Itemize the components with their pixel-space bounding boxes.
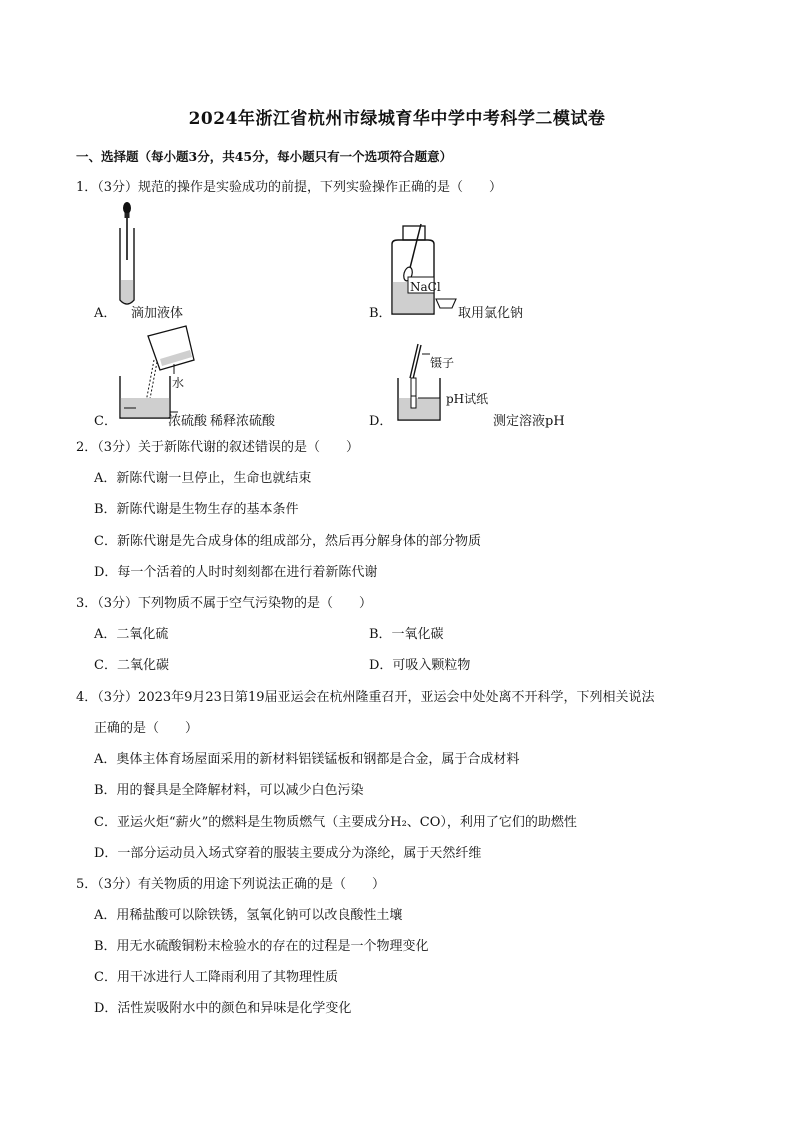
q1-option-c-caption: 稀释浓硫酸 bbox=[210, 414, 276, 429]
ph-test-illustration bbox=[396, 340, 466, 424]
q1-option-b-caption: 取用氯化钠 bbox=[458, 306, 524, 321]
q1-option-b: B． bbox=[369, 306, 392, 321]
q1-option-a: A． bbox=[94, 306, 117, 321]
q1-option-a-caption: 滴加液体 bbox=[131, 306, 184, 321]
acid-label: 浓硫酸 bbox=[168, 414, 208, 429]
question-5-stem: 5．（3分）有关物质的用途下列说法正确的是（ ） bbox=[76, 877, 386, 892]
tweezers-label: 镊子 bbox=[430, 356, 455, 370]
dilution-illustration bbox=[116, 326, 216, 422]
q5-option-d: D．活性炭吸附水中的颜色和异味是化学变化 bbox=[94, 1001, 352, 1016]
q4-option-b: B．用的餐具是全降解材料，可以减少白色污染 bbox=[94, 783, 364, 798]
q3-option-a: A．二氧化硫 bbox=[94, 627, 169, 642]
q3-option-d: D．可吸入颗粒物 bbox=[369, 658, 471, 673]
q1-option-d-caption: 测定溶液pH bbox=[493, 414, 565, 429]
water-label: 水 bbox=[172, 376, 185, 390]
q2-option-c: C．新陈代谢是先合成身体的组成部分，然后再分解身体的部分物质 bbox=[94, 534, 481, 549]
question-4-stem-line-1: 4．（3分）2023年9月23日第19届亚运会在杭州隆重召开，亚运会中处处离不开科学，下列相关说法 bbox=[76, 690, 655, 705]
q4-option-c: C．亚运火炬“薪火”的燃料是生物质燃气（主要成分H₂、CO），利用了它们的助燃性 bbox=[94, 815, 577, 830]
page-title: 2024年浙江省杭州市绿城育华中学中考科学二模试卷 bbox=[188, 109, 606, 129]
ph-paper-label: pH试纸 bbox=[446, 392, 489, 406]
q5-option-a: A．用稀盐酸可以除铁锈，氢氧化钠可以改良酸性土壤 bbox=[94, 908, 403, 923]
section-heading: 一、选择题（每小题3分，共45分，每小题只有一个选项符合题意） bbox=[76, 149, 453, 164]
nacl-label: NaCl bbox=[410, 280, 441, 294]
q3-option-c: C．二氧化碳 bbox=[94, 658, 169, 673]
q2-option-a: A．新陈代谢一旦停止，生命也就结束 bbox=[94, 471, 312, 486]
q5-option-b: B．用无水硫酸铜粉末检验水的存在的过程是一个物理变化 bbox=[94, 939, 429, 954]
q2-option-b: B．新陈代谢是生物生存的基本条件 bbox=[94, 502, 299, 517]
q4-option-d: D．一部分运动员入场式穿着的服装主要成分为涤纶，属于天然纤维 bbox=[94, 846, 482, 861]
question-4-stem-line-2: 正确的是（ ） bbox=[94, 721, 199, 736]
q2-option-d: D．每一个活着的人时时刻刻都在进行着新陈代谢 bbox=[94, 565, 378, 580]
q3-option-b: B．一氧化碳 bbox=[369, 627, 444, 642]
q1-option-d: D． bbox=[369, 414, 393, 429]
q5-option-c: C．用干冰进行人工降雨利用了其物理性质 bbox=[94, 970, 338, 985]
dropper-test-tube-illustration bbox=[110, 200, 150, 310]
question-3-stem: 3．（3分）下列物质不属于空气污染物的是（ ） bbox=[76, 596, 373, 611]
question-1-stem: 1．（3分）规范的操作是实验成功的前提，下列实验操作正确的是（ ） bbox=[76, 180, 503, 195]
q1-option-c: C． bbox=[94, 414, 117, 429]
q4-option-a: A．奥体主体育场屋面采用的新材料铝镁锰板和钢都是合金，属于合成材料 bbox=[94, 752, 520, 767]
question-2-stem: 2．（3分）关于新陈代谢的叙述错误的是（ ） bbox=[76, 440, 360, 455]
